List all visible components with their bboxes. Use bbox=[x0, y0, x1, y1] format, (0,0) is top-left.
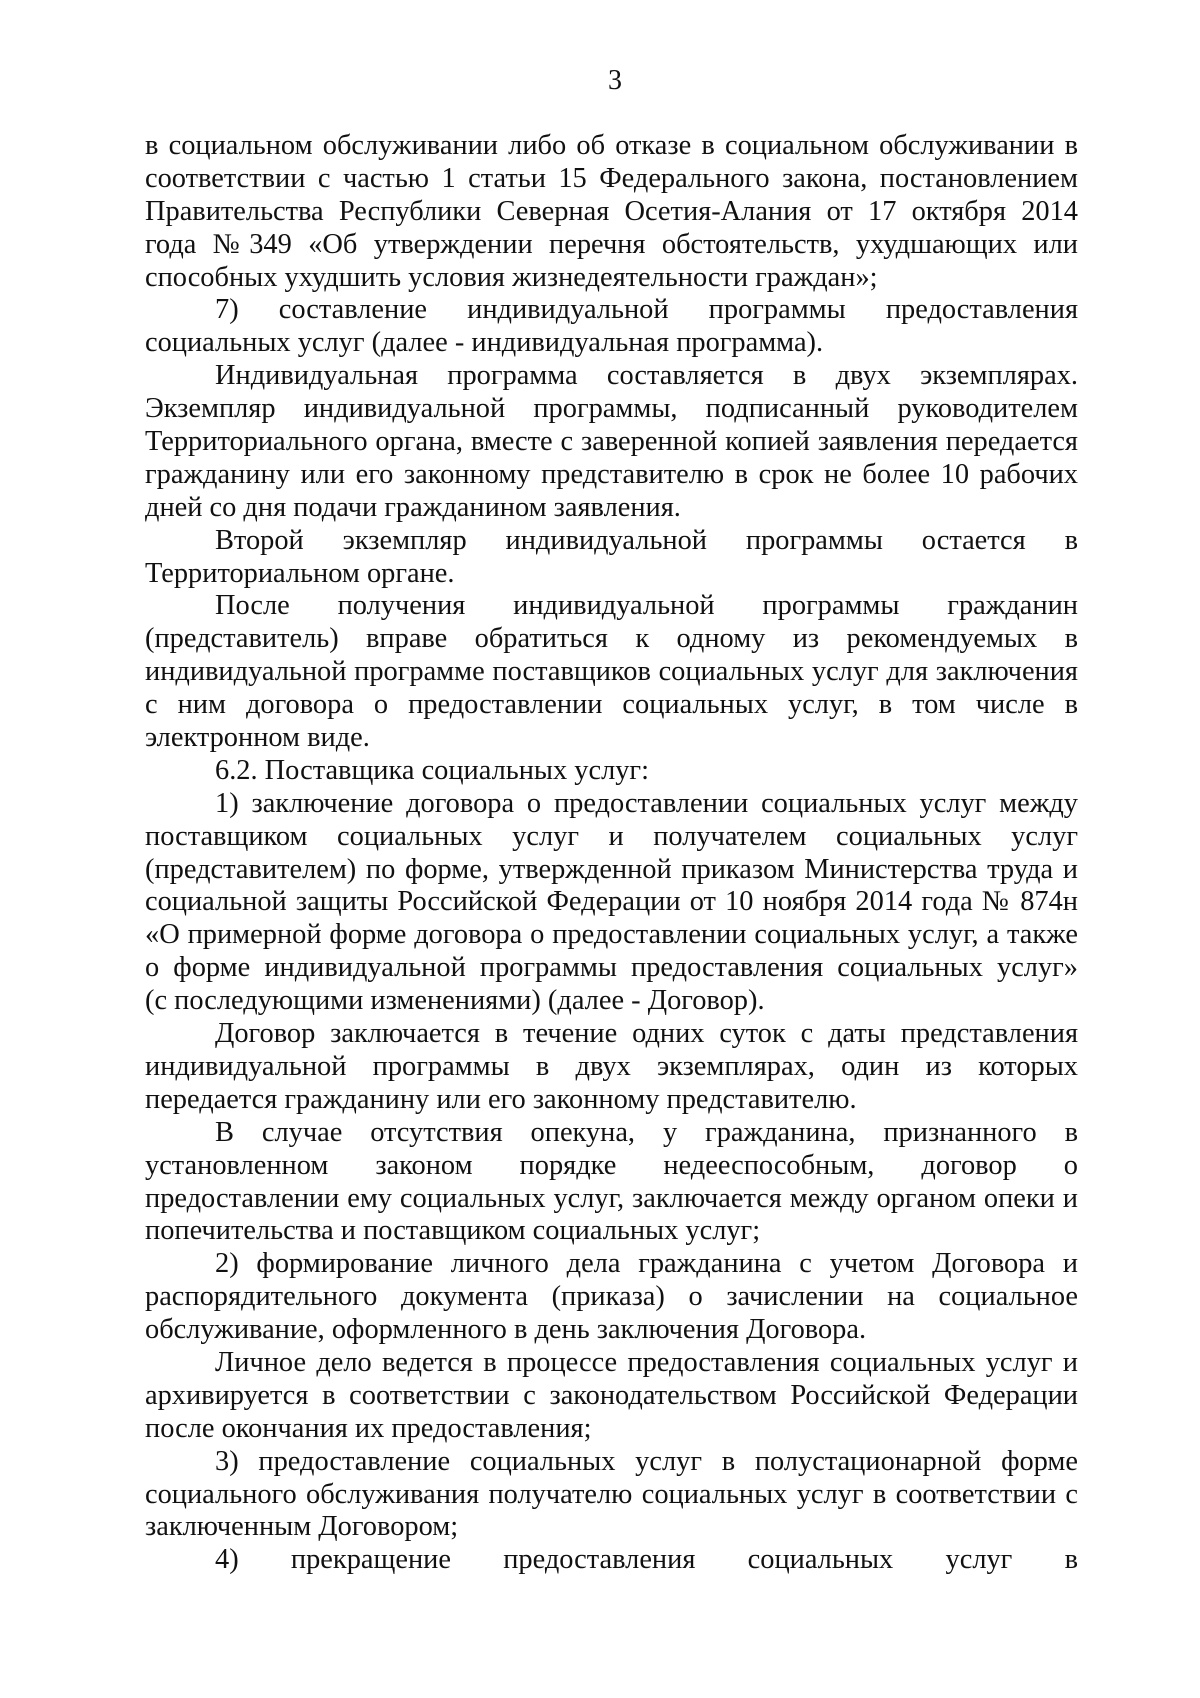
text-line: Экземпляр индивидуальной программы, подписанный руководителем bbox=[145, 393, 1078, 425]
text-line: В случае отсутствия опекуна, у гражданина, признанного в bbox=[215, 1116, 1078, 1148]
text-line: социальных услуг (далее - индивидуальная программа). bbox=[145, 327, 824, 359]
text-line: Индивидуальная программа составляется в двух экземплярах. bbox=[215, 360, 1078, 392]
text-line: Второй экземпляр индивидуальной программы остается в bbox=[215, 524, 1078, 556]
text-line: с ним договора о предоставлении социальных услуг, в том числе в bbox=[145, 689, 1078, 721]
text-line: гражданину или его законному представителю в срок не более 10 рабочих bbox=[145, 458, 1078, 490]
text-line: обслуживание, оформленного в день заключения Договора. bbox=[145, 1314, 867, 1346]
text-line: «О примерной форме договора о предоставлении социальных услуг, а также bbox=[145, 919, 1078, 951]
text-line: установленном законом порядке недееспособным, договор о bbox=[145, 1149, 1078, 1181]
text-line: дней со дня подачи гражданином заявления. bbox=[145, 491, 681, 523]
text-line: соответствии с частью 1 статьи 15 Федерального закона, постановлением bbox=[145, 162, 1078, 194]
text-line: Личное дело ведется в процессе предоставления социальных услуг и bbox=[215, 1346, 1078, 1378]
text-line: заключенным Договором; bbox=[145, 1511, 459, 1543]
text-line: Правительства Республики Северная Осетия-Алания от 17 октября 2014 bbox=[145, 195, 1078, 227]
page-number: 3 bbox=[608, 65, 622, 96]
text-line: о форме индивидуальной программы предоставления социальных услуг» bbox=[145, 952, 1078, 984]
text-line: 3) предоставление социальных услуг в полустационарной форме bbox=[215, 1445, 1078, 1477]
text-line: 2) формирование личного дела гражданина с учетом Договора и bbox=[215, 1248, 1078, 1280]
text-line: электронном виде. bbox=[145, 722, 370, 754]
text-line: После получения индивидуальной программы гражданин bbox=[215, 590, 1078, 622]
text-line: архивируется в соответствии с законодательством Российской Федерации bbox=[145, 1379, 1078, 1411]
text-line: в социальном обслуживании либо об отказе в социальном обслуживании в bbox=[145, 130, 1078, 161]
text-line: Территориальном органе. bbox=[145, 557, 455, 589]
text-line: Территориального органа, вместе с заверенной копией заявления передается bbox=[145, 426, 1078, 458]
text-line: распорядительного документа (приказа) о зачислении на социальное bbox=[145, 1281, 1078, 1313]
text-line: способных ухудшить условия жизнедеятельности граждан»; bbox=[145, 261, 878, 293]
text-line: попечительства и поставщиком социальных услуг; bbox=[145, 1215, 761, 1247]
text-line: индивидуальной программы в двух экземплярах, один из которых bbox=[145, 1050, 1078, 1082]
text-line: 6.2. Поставщика социальных услуг: bbox=[215, 754, 649, 786]
text-line: индивидуальной программе поставщиков социальных услуг для заключения bbox=[145, 656, 1078, 688]
text-line: (представителем) по форме, утвержденной приказом Министерства труда и bbox=[145, 853, 1078, 885]
text-line: после окончания их предоставления; bbox=[145, 1412, 592, 1444]
text-line: социальной защиты Российской Федерации от 10 ноября 2014 года № 874н bbox=[145, 886, 1078, 918]
text-line: (представитель) вправе обратиться к одному из рекомендуемых в bbox=[145, 623, 1078, 655]
text-line: поставщиком социальных услуг и получателем социальных услуг bbox=[145, 820, 1078, 852]
text-line: (с последующими изменениями) (далее - Договор). bbox=[145, 985, 765, 1017]
document-body bbox=[145, 130, 1078, 1577]
text-line: предоставлении ему социальных услуг, заключается между органом опеки и bbox=[145, 1182, 1078, 1214]
text-line: 4) прекращение предоставления социальных услуг в bbox=[215, 1544, 1078, 1576]
text-line: 1) заключение договора о предоставлении социальных услуг между bbox=[215, 787, 1078, 819]
text-line: 7) составление индивидуальной программы предоставления bbox=[215, 294, 1078, 326]
text-line: социального обслуживания получателю социальных услуг в соответствии с bbox=[145, 1478, 1078, 1510]
text-line: Договор заключается в течение одних суток с даты представления bbox=[215, 1018, 1078, 1050]
text-line: передается гражданину или его законному представителю. bbox=[145, 1083, 857, 1115]
text-line: года №349 «Об утверждении перечня обстоятельств, ухудшающих или bbox=[145, 228, 1078, 260]
